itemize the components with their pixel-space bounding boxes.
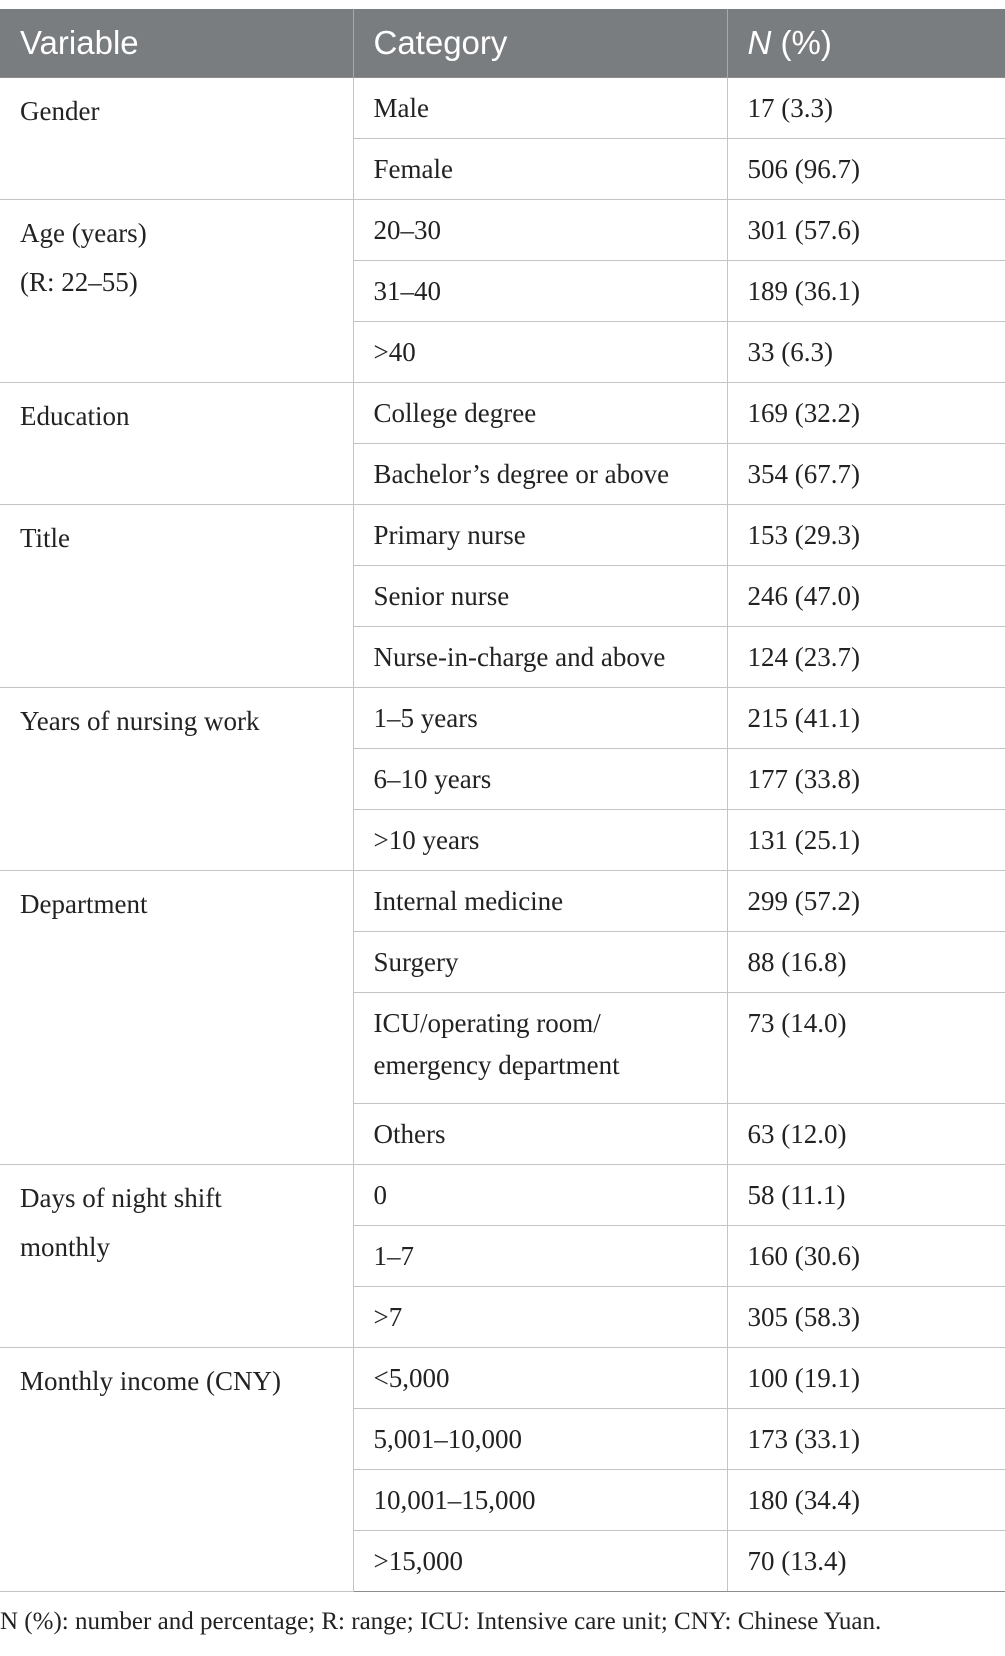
table-row (0, 78, 1005, 139)
category-cell: 31–40 (353, 261, 727, 322)
category-cell: >10 years (353, 810, 727, 871)
category-cell: >40 (353, 322, 727, 383)
table-footnote: N (%): number and percentage; R: range; ICU: Intensive care unit; CNY: Chinese Yuan. (0, 1608, 882, 1635)
category-cell: 1–7 (353, 1226, 727, 1287)
category-cell: Bachelor’s degree or above (353, 444, 727, 505)
variable-cell: Age (years) (R: 22–55) (0, 200, 353, 383)
n-percent-cell: 58 (11.1) (727, 1165, 1005, 1226)
table-row (0, 688, 1005, 749)
category-cell: Senior nurse (353, 566, 727, 627)
header-category: Category (353, 9, 727, 78)
category-cell: Surgery (353, 932, 727, 993)
n-percent-cell: 246 (47.0) (727, 566, 1005, 627)
category-cell: Internal medicine (353, 871, 727, 932)
n-percent-cell: 305 (58.3) (727, 1287, 1005, 1348)
n-percent-cell: 100 (19.1) (727, 1348, 1005, 1409)
n-percent-cell: 70 (13.4) (727, 1531, 1005, 1592)
n-percent-cell: 160 (30.6) (727, 1226, 1005, 1287)
category-cell: 0 (353, 1165, 727, 1226)
table-row (0, 1348, 1005, 1409)
category-cell: 1–5 years (353, 688, 727, 749)
category-cell: >7 (353, 1287, 727, 1348)
category-cell: Nurse-in-charge and above (353, 627, 727, 688)
n-percent-cell: 354 (67.7) (727, 444, 1005, 505)
variable-cell: Days of night shift monthly (0, 1165, 353, 1348)
header-row (0, 9, 1005, 78)
category-cell: 5,001–10,000 (353, 1409, 727, 1470)
category-cell: 20–30 (353, 200, 727, 261)
n-percent-cell: 215 (41.1) (727, 688, 1005, 749)
header-n-percent: N (%) (727, 9, 1005, 78)
n-percent-cell: 301 (57.6) (727, 200, 1005, 261)
category-cell: Male (353, 78, 727, 139)
category-cell: >15,000 (353, 1531, 727, 1592)
category-cell: College degree (353, 383, 727, 444)
n-percent-cell: 189 (36.1) (727, 261, 1005, 322)
category-cell: Female (353, 139, 727, 200)
n-percent-cell: 180 (34.4) (727, 1470, 1005, 1531)
n-percent-cell: 506 (96.7) (727, 139, 1005, 200)
variable-cell: Title (0, 505, 353, 688)
n-percent-cell: 131 (25.1) (727, 810, 1005, 871)
category-cell: 6–10 years (353, 749, 727, 810)
variable-cell: Gender (0, 78, 353, 200)
header-variable: Variable (0, 9, 353, 78)
table-body (0, 78, 1005, 1592)
variable-cell: Department (0, 871, 353, 1165)
n-percent-cell: 169 (32.2) (727, 383, 1005, 444)
table-row (0, 383, 1005, 444)
n-percent-cell: 88 (16.8) (727, 932, 1005, 993)
n-percent-cell: 177 (33.8) (727, 749, 1005, 810)
category-cell: Others (353, 1104, 727, 1165)
table-row (0, 505, 1005, 566)
n-percent-cell: 299 (57.2) (727, 871, 1005, 932)
category-cell: <5,000 (353, 1348, 727, 1409)
table-header (0, 9, 1005, 78)
n-percent-cell: 63 (12.0) (727, 1104, 1005, 1165)
variable-cell: Monthly income (CNY) (0, 1348, 353, 1592)
n-percent-cell: 73 (14.0) (727, 993, 1005, 1104)
n-percent-cell: 33 (6.3) (727, 322, 1005, 383)
variable-cell: Years of nursing work (0, 688, 353, 871)
table-row (0, 871, 1005, 932)
n-percent-cell: 17 (3.3) (727, 78, 1005, 139)
category-cell: 10,001–15,000 (353, 1470, 727, 1531)
n-percent-cell: 173 (33.1) (727, 1409, 1005, 1470)
category-cell: Primary nurse (353, 505, 727, 566)
table-row (0, 1165, 1005, 1226)
table-row (0, 200, 1005, 261)
n-percent-cell: 153 (29.3) (727, 505, 1005, 566)
category-cell: ICU/operating room/ emergency department (353, 993, 727, 1104)
n-percent-cell: 124 (23.7) (727, 627, 1005, 688)
demographics-table (0, 9, 1005, 1592)
variable-cell: Education (0, 383, 353, 505)
